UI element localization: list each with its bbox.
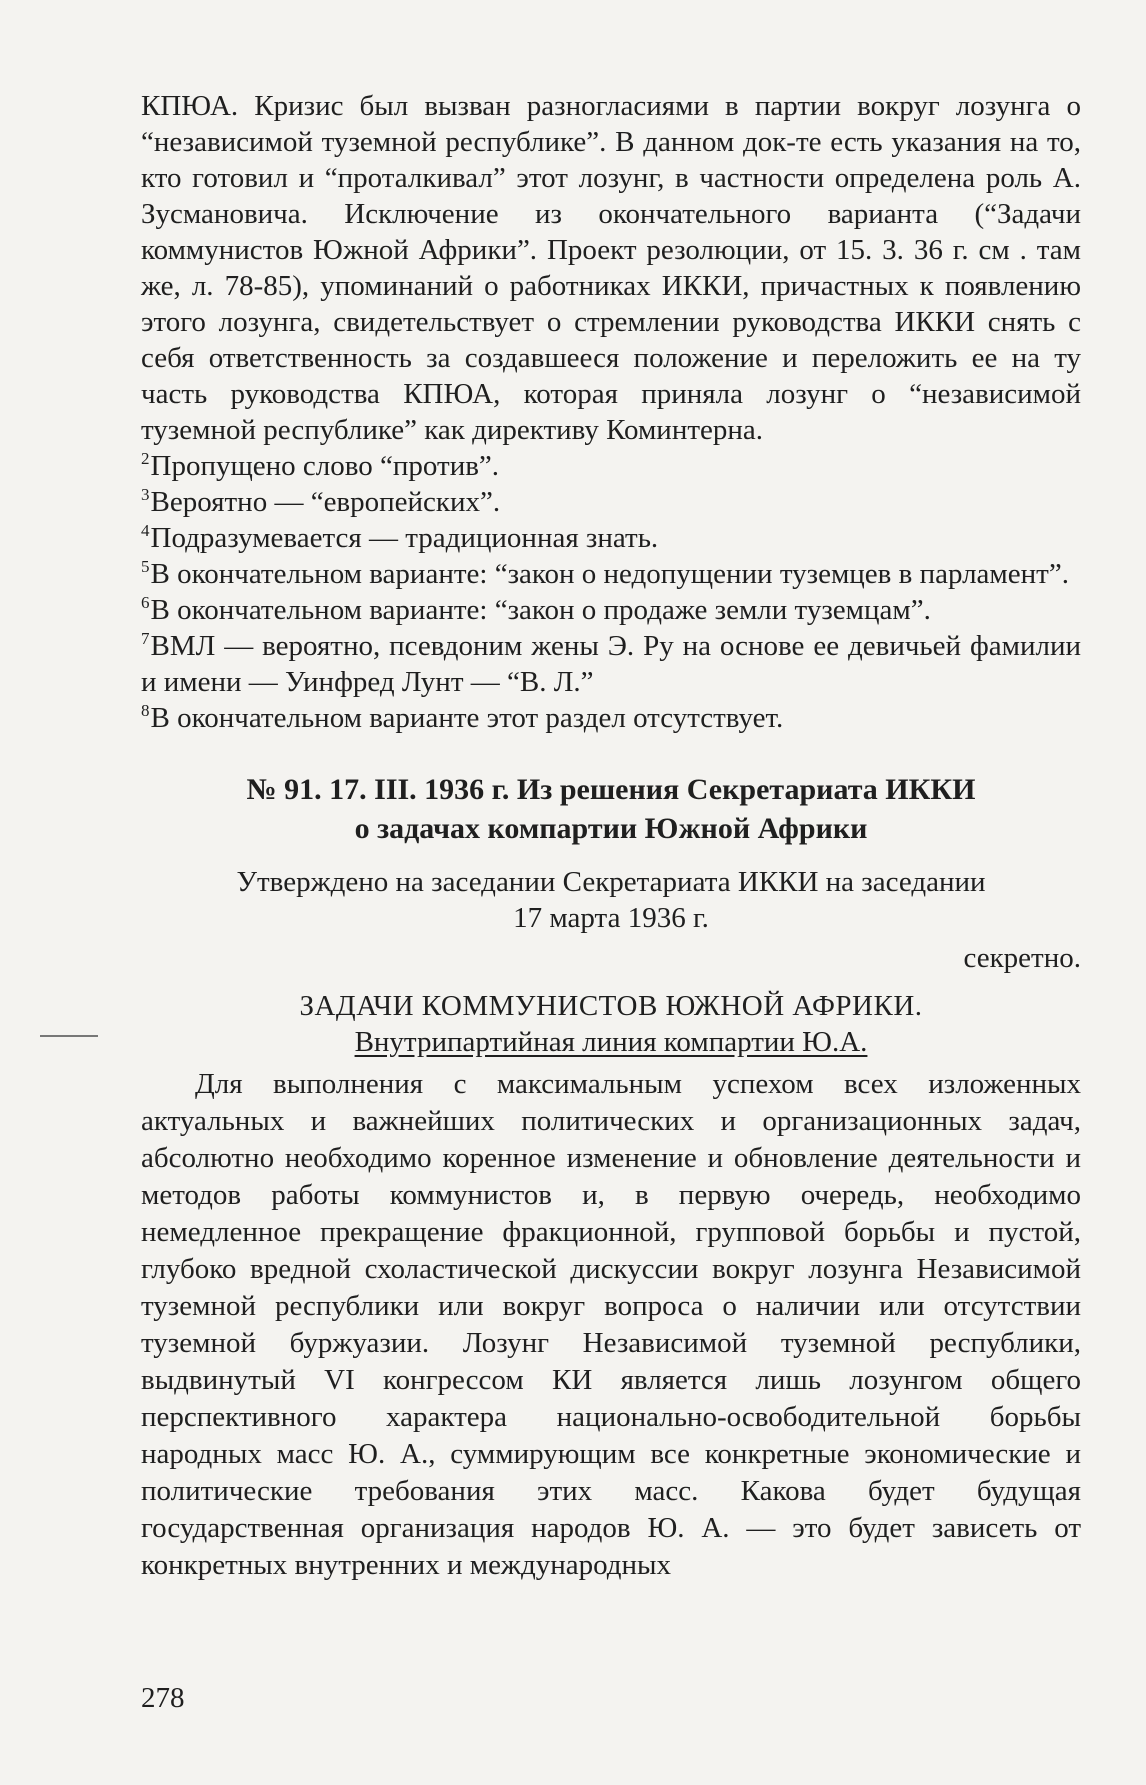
body-paragraph: Для выполнения с максимальным успехом всех изложенных актуальных и важнейших политических и организационных задач, абсолютно необходимо коренное изменение и обновление деятельности и методов работы коммунистов и, в первую очередь, необходимо немедленное прекращение фракционной, групповой борьбы и пустой, глубоко вредной схоластической дискуссии вокруг лозунга Независимой туземной республики или вокруг вопроса о наличии или отсутствии туземной буржуазии. Лозунг Независимой туземной республики, выдвинутый VI конгрессом КИ является лишь лозунгом общего перспективного характера национально-освободительной борьбы народных масс Ю. А., суммирующим все конкретные экономические и политические требования этих масс. Какова будет будущая государственная организация народов Ю. А. — это будет зависеть от конкретных внутренних и международных: [141, 1068, 1081, 1581]
footnote-text: В окончательном варианте: “закон о недопущении туземцев в парламент”.: [150, 558, 1069, 590]
document-heading-line-2: о задачах компартии Южной Африки: [354, 812, 868, 845]
footnote-text: В окончательном варианте: “закон о продаже земли туземцам”.: [150, 594, 931, 626]
text-column: [141, 88, 1081, 1584]
section-subtitle-text: Внутрипартийная линия компартии Ю.А.: [354, 1026, 868, 1058]
footnote-3: [141, 484, 1081, 520]
footnote-number: 2: [141, 449, 150, 469]
document-heading-line-1: № 91. 17. III. 1936 г. Из решения Секретариата ИККИ: [246, 773, 976, 806]
footnote-continuation: КПЮА. Кризис был вызван разногласиями в партии вокруг лозунга о “независимой туземной республике”. В данном док-те есть указания на то, кто готовил и “проталкивал” этот лозунг, в частности определена роль А. Зусмановича. Исключение из окончательного варианта (“Задачи коммунистов Южной Африки”. Проект резолюции, от 15. 3. 36 г. см . там же, л. 78-85), упоминаний о работниках ИККИ, причастных к появлению этого лозунга, свидетельствует о стремлении руководства ИККИ снять с себя ответственность за создавшееся положение и переложить ее на ту часть руководства КПЮА, которая приняла лозунг о “независимой туземной республике” как директиву Коминтерна.: [141, 90, 1081, 446]
section-title: ЗАДАЧИ КОММУНИСТОВ ЮЖНОЙ АФРИКИ.: [299, 990, 923, 1022]
document-heading: [141, 770, 1081, 848]
approval-note-line-1: Утверждено на заседании Секретариата ИККИ на заседании: [236, 866, 986, 898]
footnote-7: [141, 628, 1081, 700]
approval-note: [141, 864, 1081, 936]
footnote-number: 6: [141, 593, 150, 613]
footnote-number: 7: [141, 629, 150, 649]
approval-note-line-2: 17 марта 1936 г.: [513, 902, 709, 934]
margin-dash-mark: [40, 1035, 98, 1037]
footnote-text: Вероятно — “европейских”.: [150, 486, 501, 518]
footnote-8: [141, 700, 1081, 736]
footnote-text: Пропущено слово “против”.: [150, 450, 500, 482]
footnote-list: [141, 448, 1081, 736]
footnote-number: 5: [141, 557, 150, 577]
footnote-6: [141, 592, 1081, 628]
footnote-5: [141, 556, 1081, 592]
footnote-number: 3: [141, 485, 150, 505]
footnote-2: [141, 448, 1081, 484]
classification-mark: секретно.: [963, 942, 1081, 974]
footnote-4: [141, 520, 1081, 556]
footnote-number: 8: [141, 701, 150, 721]
footnote-text: В окончательном варианте этот раздел отсутствует.: [150, 702, 784, 734]
footnote-number: 4: [141, 521, 150, 541]
page-number: 278: [141, 1682, 185, 1714]
footnote-text: Подразумевается — традиционная знать.: [150, 522, 659, 554]
section-subtitle: [141, 1024, 1081, 1060]
footnote-text: ВМЛ — вероятно, псевдоним жены Э. Ру на основе ее девичьей фамилии и имени — Уинфред Лунт — “В. Л.”: [141, 630, 1081, 698]
